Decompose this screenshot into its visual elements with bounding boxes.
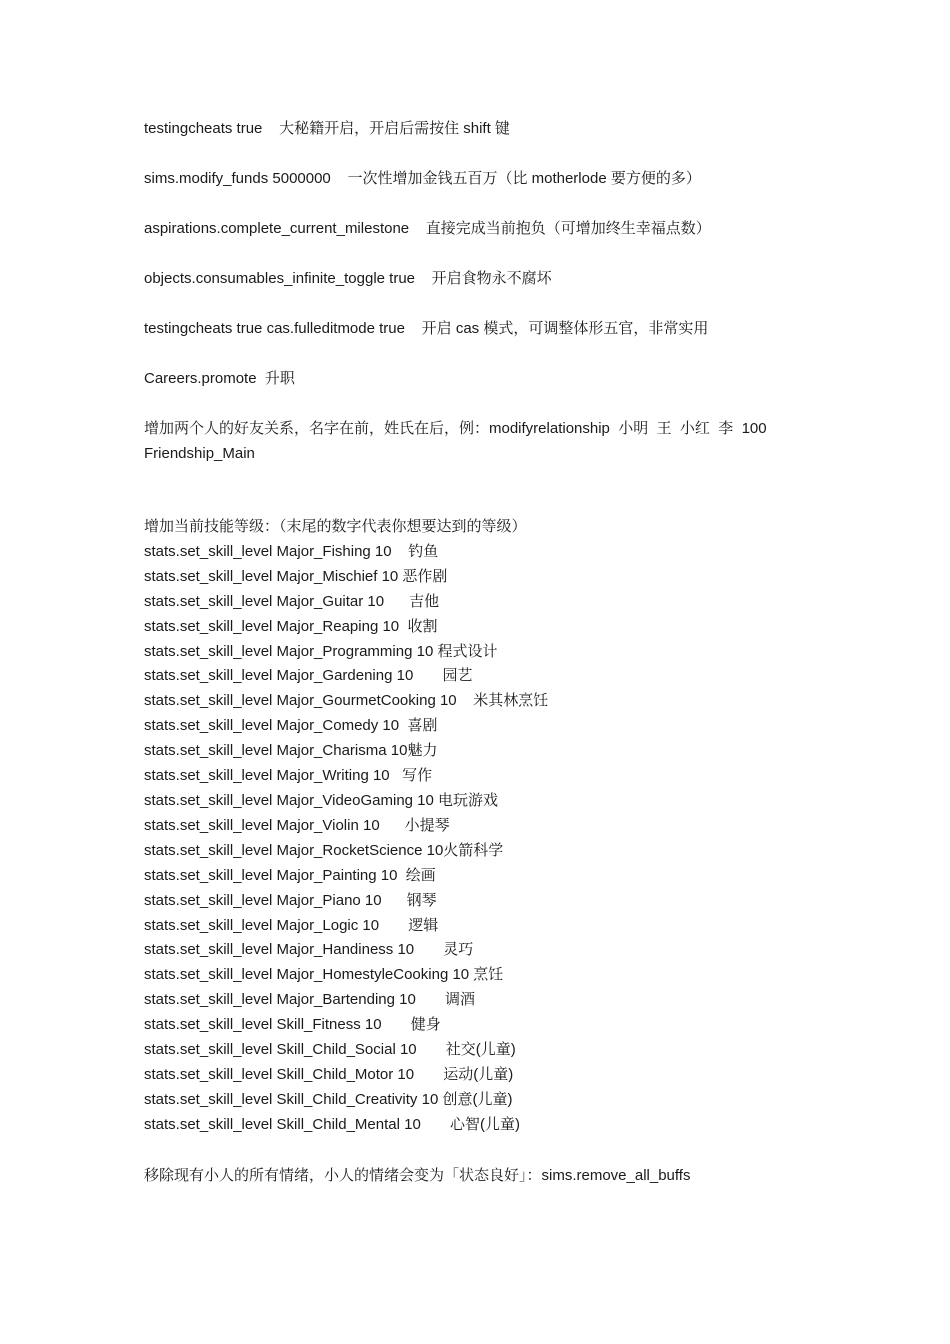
skill-line-fishing: stats.set_skill_level Major_Fishing 10 钓鱼 — [144, 542, 439, 560]
skill-line-child-mental: stats.set_skill_level Skill_Child_Mental 10 心智(儿童) — [144, 1115, 520, 1133]
skill-line-comedy: stats.set_skill_level Major_Comedy 10 喜剧 — [144, 717, 438, 735]
cheat-cas-fulleditmode: testingcheats true cas.fulleditmode true 开启 cas 模式，可调整体形五官，非常实用 — [144, 320, 709, 337]
cheat-complete-milestone: aspirations.complete_current_milestone 直接完成当前抱负（可增加终生幸福点数） — [144, 220, 711, 237]
skills-heading: 增加当前技能等级：（末尾的数字代表你想要达到的等级） — [144, 518, 527, 535]
skill-line-reaping: stats.set_skill_level Major_Reaping 10 收割 — [144, 617, 438, 635]
skill-line-guitar: stats.set_skill_level Major_Guitar 10 吉他 — [144, 592, 440, 610]
skill-line-handiness: stats.set_skill_level Major_Handiness 10 灵巧 — [144, 941, 474, 959]
skill-line-child-social: stats.set_skill_level Skill_Child_Social 10 社交(儿童) — [144, 1041, 516, 1059]
cheat-testingcheats: testingcheats true 大秘籍开启，开启后需按住 shift 键 — [144, 120, 510, 137]
skill-line-child-motor: stats.set_skill_level Skill_Child_Motor 10 运动(儿童) — [144, 1065, 514, 1083]
skill-line-fitness: stats.set_skill_level Skill_Fitness 10 健身 — [144, 1016, 441, 1034]
skill-line-charisma: stats.set_skill_level Major_Charisma 10魅力 — [144, 742, 438, 760]
skill-line-mischief: stats.set_skill_level Major_Mischief 10 恶作剧 — [144, 567, 448, 585]
skill-line-piano: stats.set_skill_level Major_Piano 10 钢琴 — [144, 891, 437, 909]
skill-line-bartending: stats.set_skill_level Major_Bartending 10 调酒 — [144, 991, 475, 1009]
cheat-modify-funds: sims.modify_funds 5000000 一次性增加金钱五百万（比 motherlode 要方便的多） — [144, 170, 701, 187]
skill-line-gourmet-cooking: stats.set_skill_level Major_GourmetCooking 10 米其林烹饪 — [144, 692, 549, 710]
cheat-careers-promote: Careers.promote 升职 — [144, 370, 295, 387]
skill-cheat-list — [144, 515, 814, 1138]
skill-line-child-creativity: stats.set_skill_level Skill_Child_Creativity 10 创意(儿童) — [144, 1090, 513, 1108]
skill-line-writing: stats.set_skill_level Major_Writing 10 写作 — [144, 767, 433, 785]
skill-line-programming: stats.set_skill_level Major_Programming 10 程式设计 — [144, 642, 498, 660]
skill-line-rocket-science: stats.set_skill_level Major_RocketScience 10火箭科学 — [144, 841, 504, 859]
cheat-consumables-infinite: objects.consumables_infinite_toggle true 开启食物永不腐坏 — [144, 270, 552, 287]
skill-line-gardening: stats.set_skill_level Major_Gardening 10 园艺 — [144, 667, 473, 685]
skill-line-video-gaming: stats.set_skill_level Major_VideoGaming 10 电玩游戏 — [144, 791, 499, 809]
skill-line-violin: stats.set_skill_level Major_Violin 10 小提琴 — [144, 816, 450, 834]
skill-line-homestyle-cooking: stats.set_skill_level Major_HomestyleCooking 10 烹饪 — [144, 966, 504, 984]
skill-line-logic: stats.set_skill_level Major_Logic 10 逻辑 — [144, 916, 439, 934]
cheat-remove-all-buffs: 移除现有小人的所有情绪，小人的情绪会变为「状态良好」：sims.remove_all_buffs — [144, 1166, 691, 1184]
document-body — [144, 116, 814, 1213]
skill-line-painting: stats.set_skill_level Major_Painting 10 绘画 — [144, 866, 436, 884]
cheat-modify-relationship: 增加两个人的好友关系，名字在前，姓氏在后，例：modifyrelationship 小明 王 小红 李 100 Friendship_Main — [144, 420, 771, 462]
